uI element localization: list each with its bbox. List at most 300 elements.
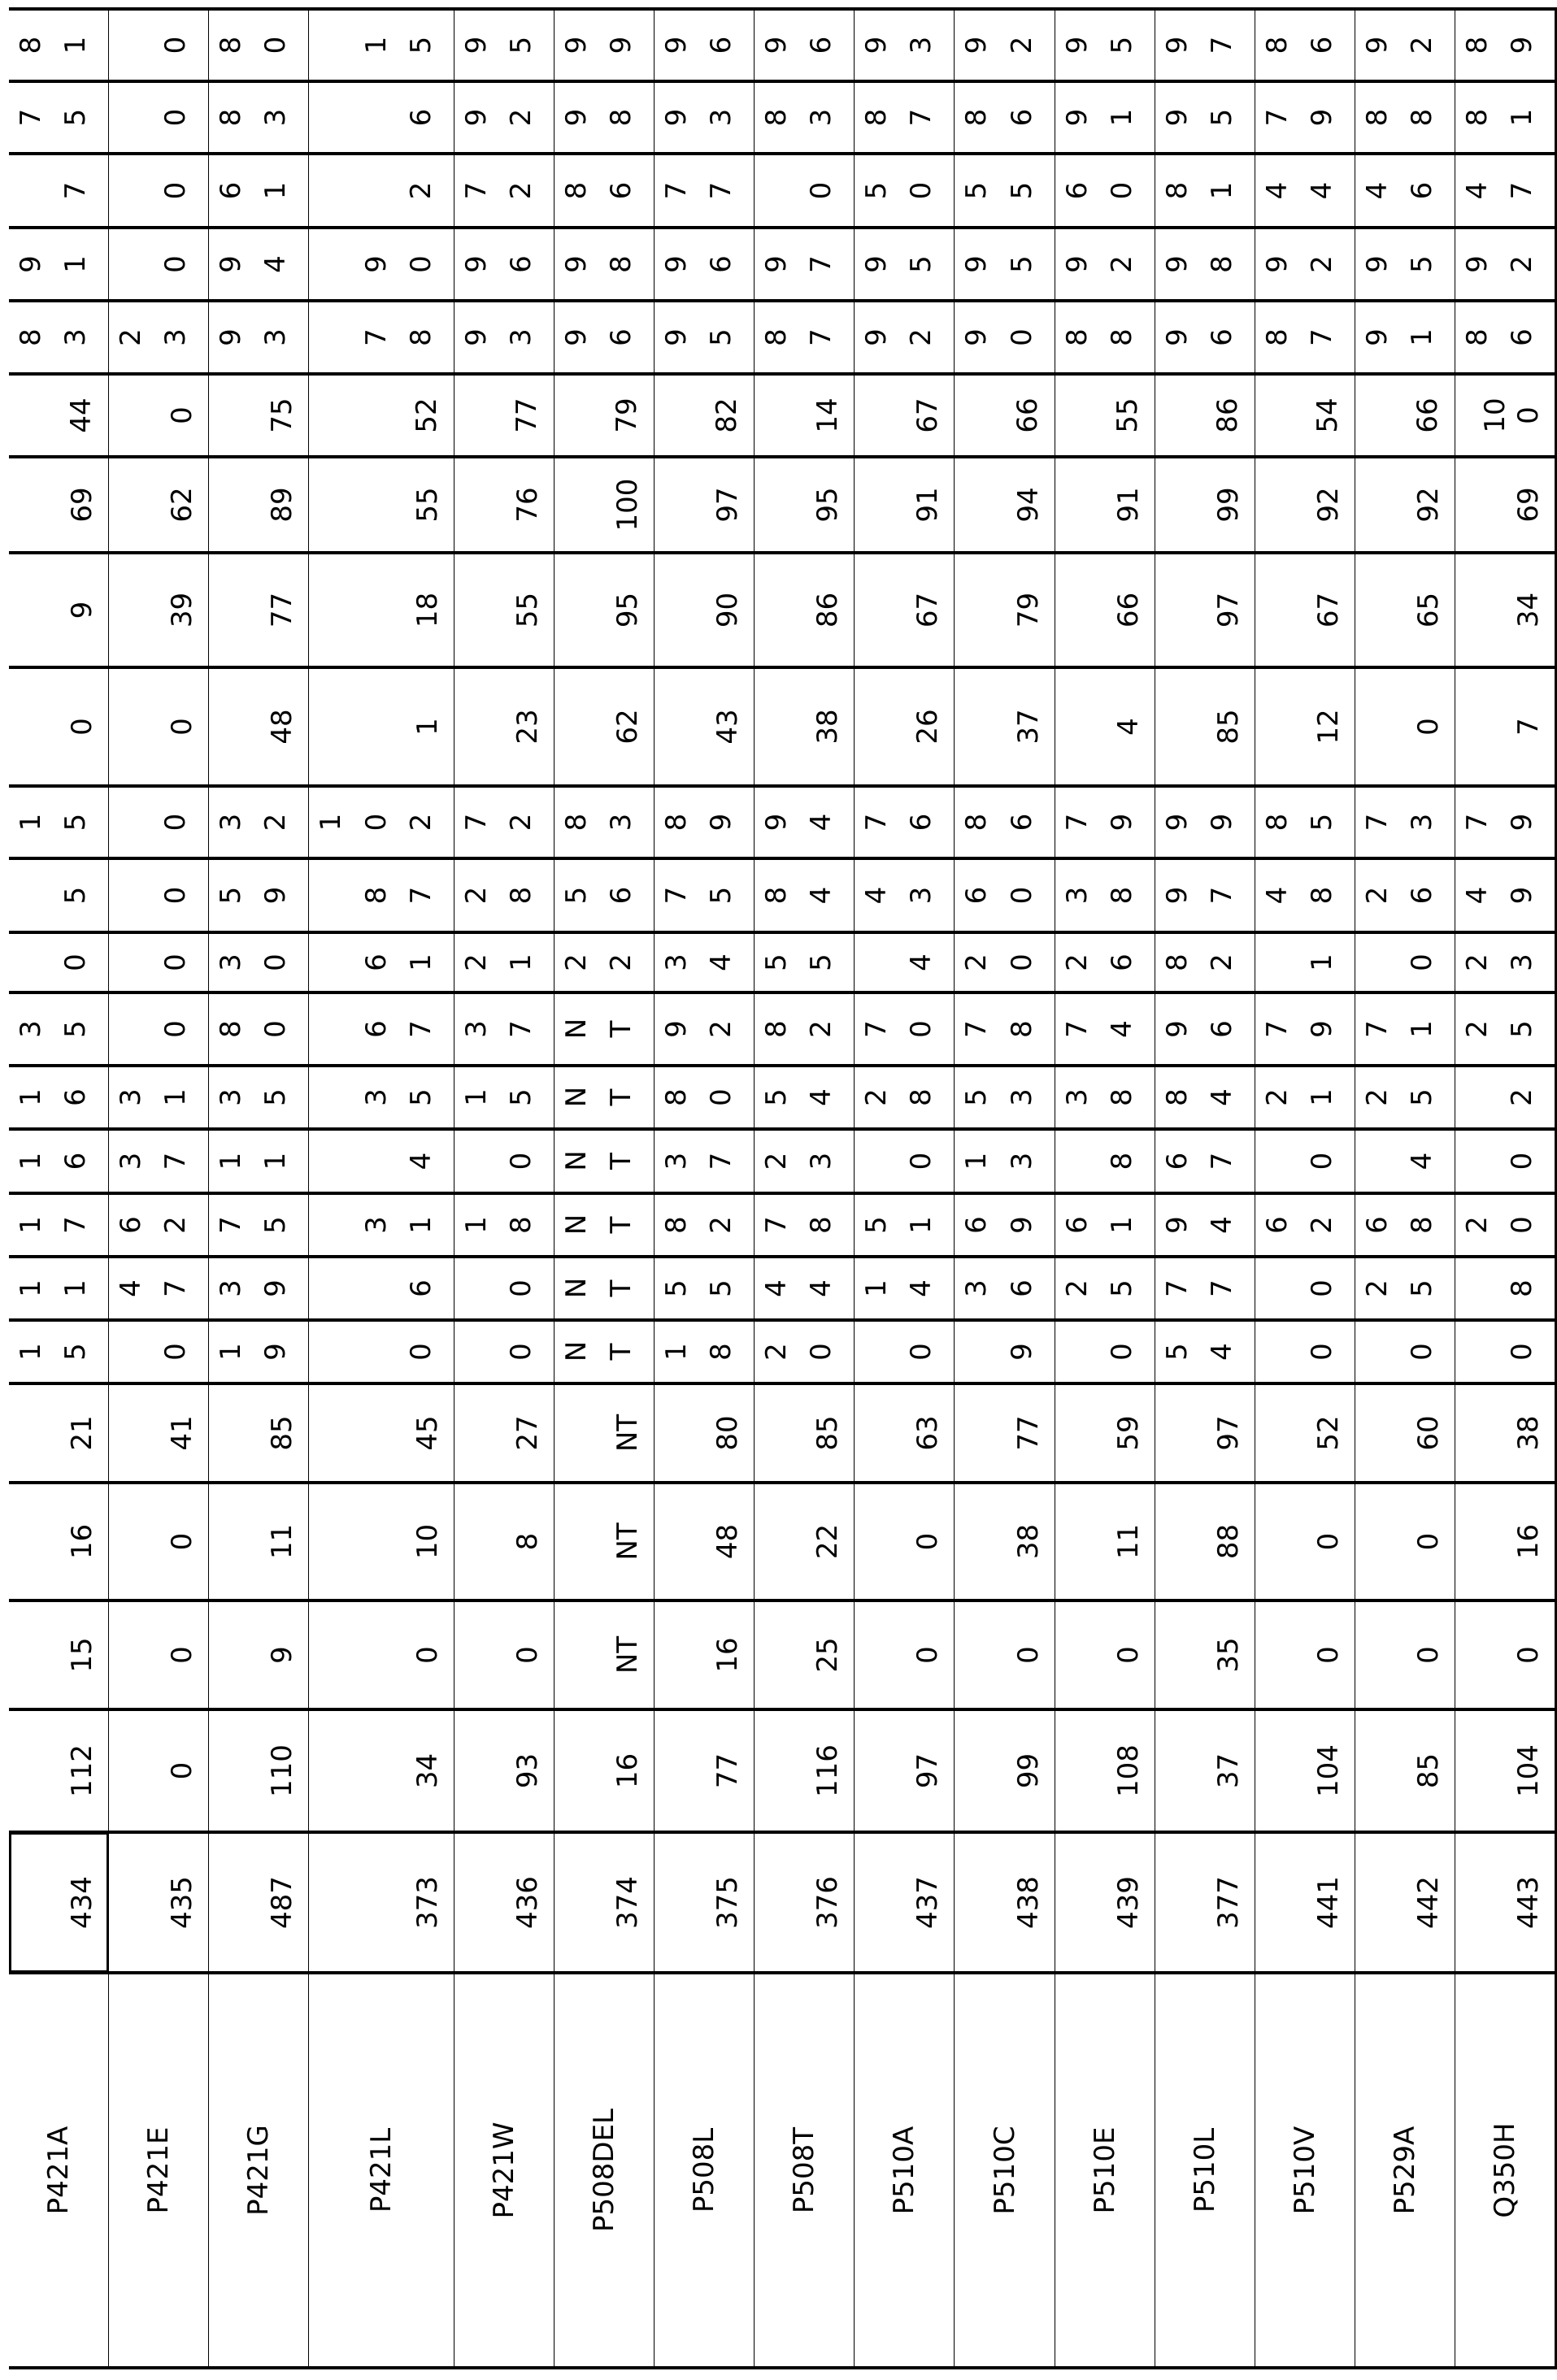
value-cell	[309, 858, 454, 932]
cell-value: 95	[955, 254, 1044, 274]
cell-value: 4	[1400, 1151, 1445, 1170]
value-cell	[655, 301, 755, 374]
row-id: 437	[911, 1876, 944, 1929]
cell-value: 85	[1255, 812, 1345, 832]
value-cell	[109, 9, 209, 81]
cell-value: 77	[266, 593, 298, 628]
cell-value: 92	[1455, 254, 1545, 274]
cell-value: 34	[411, 1753, 444, 1788]
cell-value: 76	[855, 812, 944, 832]
value-cell	[554, 457, 654, 553]
cell-value: 20	[755, 1342, 844, 1362]
cell-value: 67	[354, 1019, 444, 1039]
value-cell	[955, 228, 1055, 301]
value-cell	[755, 1483, 855, 1600]
mutation-name: P510E	[1089, 2127, 1121, 2214]
cell-value: 93	[855, 35, 944, 54]
value-cell	[755, 786, 855, 858]
cell-value: 0	[1112, 1646, 1145, 1664]
cell-value: 0	[511, 1646, 544, 1664]
value-cell	[755, 553, 855, 667]
value-cell	[955, 1383, 1055, 1483]
value-cell	[1455, 932, 1556, 992]
value-cell	[554, 1600, 654, 1709]
value-cell	[209, 1483, 309, 1600]
value-cell	[1255, 667, 1355, 786]
cell-value: 94	[1012, 487, 1045, 522]
cell-value: 97	[1212, 1415, 1245, 1450]
cell-value: 96	[1155, 1019, 1245, 1039]
value-cell	[655, 1600, 755, 1709]
cell-value: 82	[755, 1019, 844, 1039]
mutation-data-table	[9, 7, 1557, 2369]
value-cell	[1455, 1257, 1556, 1320]
cell-value: 72	[454, 180, 544, 200]
value-cell	[454, 228, 554, 301]
cell-value: 55	[511, 593, 544, 628]
cell-value: 0	[154, 254, 198, 274]
value-cell	[109, 1193, 209, 1257]
value-cell	[454, 1320, 554, 1383]
row-id: 374	[611, 1876, 644, 1929]
value-cell	[1255, 1320, 1355, 1383]
cell-value: 10	[411, 1524, 444, 1559]
cell-value: NT	[611, 1414, 644, 1452]
cell-value: 54	[1311, 397, 1345, 432]
value-cell	[9, 1383, 109, 1483]
cell-value: 23	[755, 1151, 844, 1170]
cell-value: 0	[1500, 1342, 1545, 1362]
value-cell	[955, 858, 1055, 932]
value-cell	[1455, 1483, 1556, 1600]
cell-value: 54	[1155, 1342, 1245, 1362]
cell-value: 59	[209, 885, 298, 905]
cell-value: 41	[166, 1415, 198, 1450]
value-cell	[109, 1483, 209, 1600]
cell-value: 82	[711, 397, 744, 432]
cell-value: 62	[1255, 1215, 1345, 1235]
cell-value: 116	[811, 1744, 844, 1797]
value-cell	[855, 81, 955, 154]
value-cell	[454, 457, 554, 553]
value-cell	[109, 1066, 209, 1129]
cell-value: 23	[109, 328, 198, 347]
cell-value: 79	[1255, 107, 1345, 127]
row-id: 373	[411, 1876, 444, 1929]
value-cell	[9, 1483, 109, 1600]
cell-value: 0	[166, 1646, 198, 1664]
value-cell	[855, 932, 955, 992]
cell-value: 51	[855, 1215, 944, 1235]
value-cell	[655, 1257, 755, 1320]
cell-value: 0	[799, 180, 844, 200]
value-cell	[209, 1709, 309, 1832]
value-cell	[109, 374, 209, 457]
value-cell	[1055, 1383, 1155, 1483]
cell-value: 77	[511, 397, 544, 432]
value-cell	[1255, 786, 1355, 858]
value-cell	[209, 932, 309, 992]
cell-value: 16	[9, 1088, 98, 1107]
cell-value: 30	[209, 953, 298, 972]
cell-value: 0	[1412, 1646, 1445, 1664]
cell-value: 48	[1255, 885, 1345, 905]
table-row	[1055, 9, 1155, 2368]
value-cell	[454, 786, 554, 858]
value-cell	[554, 1129, 654, 1193]
cell-value: 55	[411, 487, 444, 522]
cell-value: 0	[154, 35, 198, 54]
value-cell	[855, 1257, 955, 1320]
value-cell	[554, 992, 654, 1066]
mutation-cell	[109, 1973, 209, 2368]
cell-value: 75	[655, 885, 744, 905]
value-cell	[1255, 228, 1355, 301]
cell-value: 28	[454, 885, 544, 905]
mutation-cell	[1055, 1973, 1155, 2368]
cell-value: 18	[454, 1215, 544, 1235]
cell-value: 0	[1300, 1151, 1345, 1170]
value-cell	[1055, 1320, 1155, 1383]
cell-value: 62	[109, 1215, 198, 1235]
cell-value: 70	[855, 1019, 944, 1039]
cell-value: 69	[66, 487, 98, 522]
cell-value: 92	[1355, 35, 1445, 54]
cell-value: 96	[454, 254, 544, 274]
value-cell	[554, 858, 654, 932]
value-cell	[1455, 1129, 1556, 1193]
cell-value: NT	[611, 1636, 644, 1674]
value-cell	[1255, 81, 1355, 154]
value-cell	[1155, 1483, 1255, 1600]
mutation-name: P510C	[989, 2126, 1021, 2214]
cell-value: 16	[711, 1637, 744, 1672]
value-cell	[855, 1709, 955, 1832]
value-cell	[1055, 1600, 1155, 1709]
cell-value: 0	[499, 1151, 544, 1170]
row-id: 439	[1112, 1876, 1145, 1929]
value-cell	[1255, 1257, 1355, 1320]
value-cell	[1455, 81, 1556, 154]
row-id: 376	[811, 1876, 844, 1929]
value-cell	[1155, 374, 1255, 457]
value-cell	[554, 1383, 654, 1483]
cell-value: 20	[955, 953, 1044, 972]
value-cell	[1355, 1129, 1455, 1193]
cell-value: 92	[1055, 254, 1145, 274]
cell-value: 97	[711, 487, 744, 522]
value-cell	[955, 374, 1055, 457]
value-cell	[209, 301, 309, 374]
value-cell	[955, 9, 1055, 81]
cell-value: 89	[655, 812, 744, 832]
mutation-name: P510L	[1189, 2128, 1221, 2213]
cell-value: 0	[1300, 1342, 1345, 1362]
cell-value: 11	[9, 1279, 98, 1298]
cell-value: 92	[655, 1019, 744, 1039]
value-cell	[309, 1193, 454, 1257]
cell-value: 94	[755, 812, 844, 832]
cell-value: 97	[1212, 593, 1245, 628]
cell-value: 83	[755, 107, 844, 127]
value-cell	[655, 81, 755, 154]
cell-value: 62	[166, 487, 198, 522]
cell-value: 48	[266, 709, 298, 744]
cell-value: 25	[1055, 1279, 1145, 1298]
cell-value: 93	[655, 107, 744, 127]
cell-value: 0	[1400, 953, 1445, 972]
value-cell	[309, 81, 454, 154]
cell-value: 104	[1512, 1744, 1545, 1797]
cell-value: 92	[1255, 254, 1345, 274]
cell-value: 69	[1512, 487, 1545, 522]
cell-value: 0	[166, 718, 198, 736]
value-cell	[109, 1257, 209, 1320]
value-cell	[1255, 1193, 1355, 1257]
cell-value: 67	[1155, 1151, 1245, 1170]
cell-value: 0	[66, 718, 98, 736]
cell-value: 37	[655, 1151, 744, 1170]
value-cell	[1255, 553, 1355, 667]
cell-value: 89	[266, 487, 298, 522]
cell-value: 15	[454, 1088, 544, 1107]
cell-value: 54	[755, 1088, 844, 1107]
value-cell	[955, 1066, 1055, 1129]
cell-value: 78	[955, 1019, 1044, 1039]
value-cell	[9, 1129, 109, 1193]
row-id: 442	[1412, 1876, 1445, 1929]
id-cell	[1355, 1832, 1455, 1973]
value-cell	[309, 1320, 454, 1383]
cell-value: 6	[399, 107, 444, 127]
mutation-cell	[855, 1973, 955, 2368]
value-cell	[9, 858, 109, 932]
row-id: 436	[511, 1876, 544, 1929]
cell-value: 100	[611, 479, 644, 532]
value-cell	[755, 1600, 855, 1709]
value-cell	[309, 1066, 454, 1129]
row-id: 438	[1012, 1876, 1045, 1929]
value-cell	[855, 553, 955, 667]
cell-value: 38	[1055, 1088, 1145, 1107]
value-cell	[1055, 81, 1155, 154]
value-cell	[1055, 1709, 1155, 1832]
cell-value: 0	[154, 107, 198, 127]
cell-value: 67	[911, 593, 944, 628]
value-cell	[1455, 1600, 1556, 1709]
value-cell	[454, 1383, 554, 1483]
table-row	[1455, 9, 1556, 2368]
value-cell	[755, 1709, 855, 1832]
value-cell	[855, 858, 955, 932]
value-cell	[1455, 786, 1556, 858]
value-cell	[209, 228, 309, 301]
value-cell	[9, 932, 109, 992]
cell-value: 75	[209, 1215, 298, 1235]
cell-value: 92	[855, 328, 944, 347]
cell-value: 52	[411, 397, 444, 432]
row-id: 487	[266, 1876, 298, 1929]
value-cell	[109, 1383, 209, 1483]
cell-value: 61	[209, 180, 298, 200]
value-cell	[755, 457, 855, 553]
value-cell	[755, 1193, 855, 1257]
value-cell	[1355, 1709, 1455, 1832]
value-cell	[655, 992, 755, 1066]
id-cell	[755, 1832, 855, 1973]
cell-value: 67	[1312, 593, 1345, 628]
value-cell	[454, 301, 554, 374]
value-cell	[209, 1193, 309, 1257]
cell-value: 28	[855, 1088, 944, 1107]
cell-value: 0	[1312, 1533, 1345, 1551]
cell-value: 93	[454, 328, 544, 347]
value-cell	[755, 374, 855, 457]
value-cell	[955, 81, 1055, 154]
value-cell	[109, 457, 209, 553]
value-cell	[855, 154, 955, 228]
cell-value: 15	[9, 1342, 98, 1362]
cell-value: 49	[1455, 885, 1545, 905]
mutation-cell	[209, 1973, 309, 2368]
cell-value: 47	[109, 1279, 198, 1298]
value-cell	[855, 1320, 955, 1383]
cell-value: 15	[9, 812, 98, 832]
value-cell	[1355, 667, 1455, 786]
cell-value: 79	[1012, 593, 1045, 628]
cell-value: 96	[755, 35, 844, 54]
cell-value: 26	[911, 709, 944, 744]
value-cell	[109, 154, 209, 228]
value-cell	[755, 992, 855, 1066]
value-cell	[855, 374, 955, 457]
value-cell	[309, 1129, 454, 1193]
value-cell	[1355, 1483, 1455, 1600]
value-cell	[309, 457, 454, 553]
value-cell	[1155, 553, 1255, 667]
value-cell	[955, 1193, 1055, 1257]
value-cell	[1055, 301, 1155, 374]
id-cell	[554, 1832, 654, 1973]
table-row	[955, 9, 1055, 2368]
value-cell	[309, 786, 454, 858]
cell-value: 11	[1112, 1524, 1145, 1559]
cell-value: 44	[1255, 180, 1345, 200]
cell-value: 4	[899, 953, 944, 972]
cell-value: 92	[955, 35, 1044, 54]
cell-value: 14	[855, 1279, 944, 1298]
value-cell	[454, 992, 554, 1066]
mutation-name: P421W	[488, 2122, 520, 2218]
value-cell	[1355, 858, 1455, 932]
cell-value: 38	[1512, 1415, 1545, 1450]
value-cell	[109, 228, 209, 301]
value-cell	[109, 786, 209, 858]
id-cell	[855, 1832, 955, 1973]
value-cell	[655, 9, 755, 81]
value-cell	[655, 228, 755, 301]
cell-value: 99	[1212, 487, 1245, 522]
value-cell	[1155, 457, 1255, 553]
cell-value: 82	[1155, 953, 1245, 972]
value-cell	[1455, 228, 1556, 301]
cell-value: 95	[1355, 254, 1445, 274]
cell-value: 7	[1512, 718, 1545, 736]
cell-value: 96	[1155, 328, 1245, 347]
value-cell	[855, 1383, 955, 1483]
value-cell	[554, 374, 654, 457]
value-cell	[1055, 9, 1155, 81]
cell-value: 37	[1212, 1753, 1245, 1788]
value-cell	[454, 553, 554, 667]
value-cell	[955, 1320, 1055, 1383]
table-row	[109, 9, 209, 2368]
value-cell	[109, 932, 209, 992]
value-cell	[1155, 1383, 1255, 1483]
cell-value: 78	[755, 1215, 844, 1235]
value-cell	[209, 81, 309, 154]
value-cell	[9, 553, 109, 667]
value-cell	[1055, 858, 1155, 932]
cell-value: 79	[1455, 812, 1545, 832]
value-cell	[755, 1383, 855, 1483]
value-cell	[1255, 374, 1355, 457]
mutation-name: P529A	[1389, 2126, 1421, 2215]
cell-value: 46	[1355, 180, 1445, 200]
cell-value: 85	[266, 1415, 298, 1450]
cell-value: 0	[399, 1342, 444, 1362]
value-cell	[1355, 81, 1455, 154]
cell-value: 37	[454, 1019, 544, 1039]
value-cell	[209, 374, 309, 457]
cell-value: 95	[855, 254, 944, 274]
mutation-cell	[755, 1973, 855, 2368]
value-cell	[1255, 1709, 1355, 1832]
value-cell	[209, 667, 309, 786]
value-cell	[1255, 932, 1355, 992]
cell-value: 80	[209, 35, 298, 54]
value-cell	[9, 667, 109, 786]
cell-value: 112	[66, 1744, 98, 1797]
cell-value: 5	[54, 885, 98, 905]
mutation-name: P421G	[242, 2125, 275, 2216]
id-cell	[209, 1832, 309, 1973]
cell-value: 71	[1355, 1019, 1445, 1039]
value-cell	[755, 81, 855, 154]
cell-value: 53	[955, 1088, 1044, 1107]
value-cell	[955, 553, 1055, 667]
value-cell	[209, 858, 309, 932]
value-cell	[454, 81, 554, 154]
cell-value: 0	[899, 1342, 944, 1362]
value-cell	[109, 992, 209, 1066]
cell-value: 15	[66, 1637, 98, 1672]
value-cell	[655, 553, 755, 667]
cell-value: 50	[855, 180, 944, 200]
value-cell	[554, 1193, 654, 1257]
cell-value: 52	[1312, 1415, 1345, 1450]
value-cell	[755, 228, 855, 301]
value-cell	[1255, 1483, 1355, 1600]
value-cell	[1155, 1320, 1255, 1383]
value-cell	[1155, 154, 1255, 228]
value-cell	[1455, 858, 1556, 932]
value-cell	[655, 786, 755, 858]
value-cell	[1355, 154, 1455, 228]
cell-value: 95	[454, 35, 544, 54]
cell-value: 21	[1255, 1088, 1345, 1107]
cell-value: 85	[811, 1415, 844, 1450]
